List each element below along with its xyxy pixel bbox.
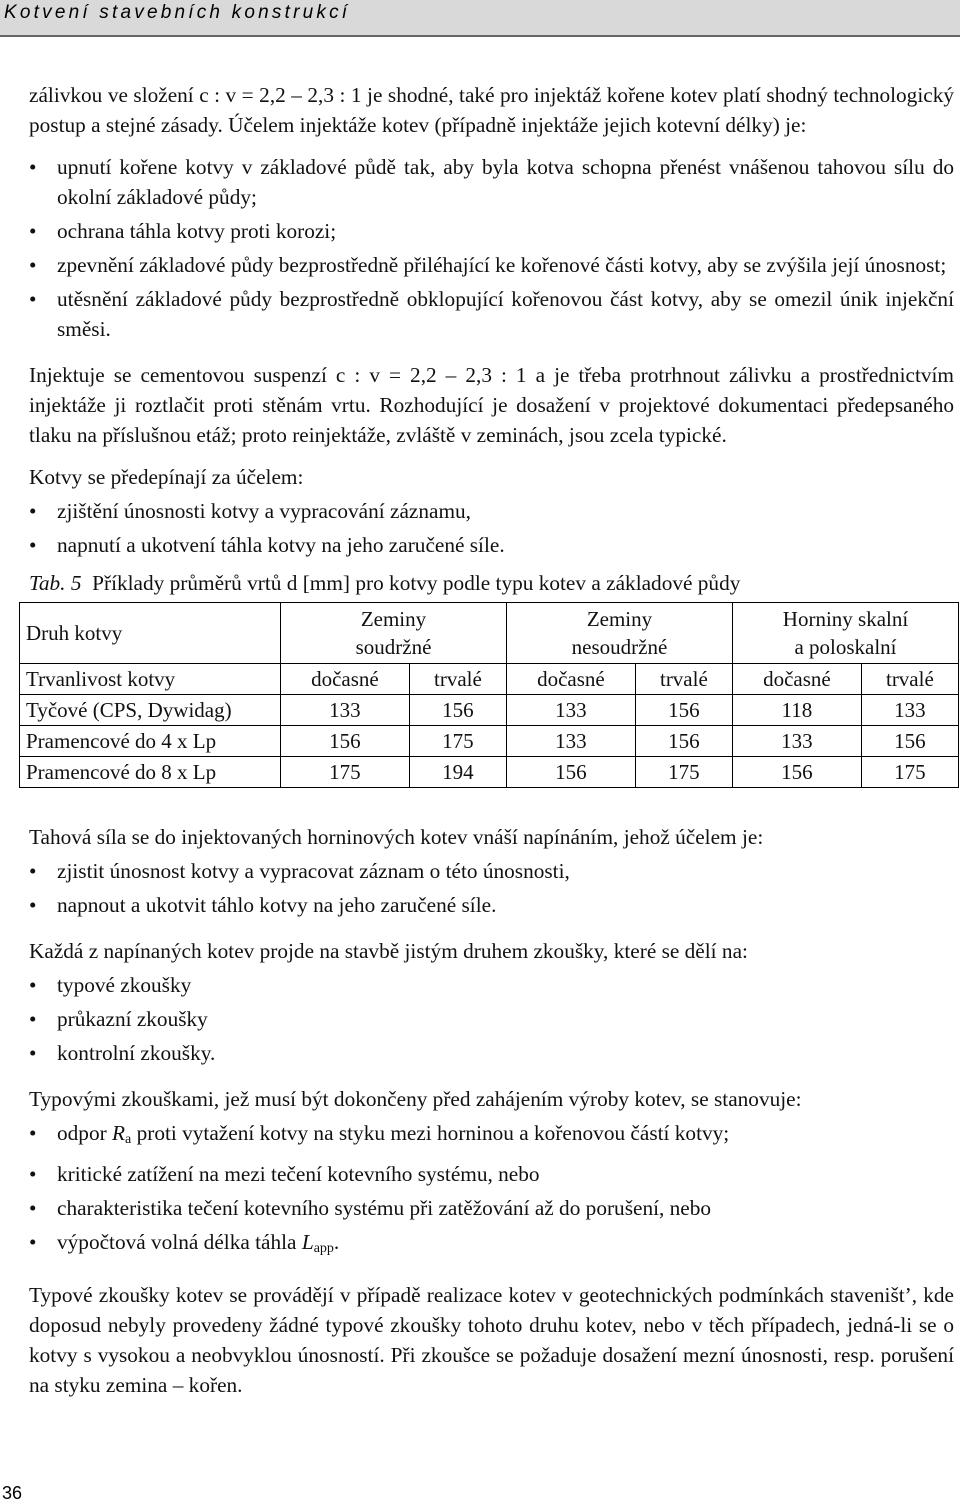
list-item: • kritické zatížení na mezi tečení kotevního systému, nebo <box>29 1159 954 1189</box>
table-header-noncohesive: Zeminy nesoudržné <box>506 603 732 664</box>
list-item: • zpevnění základové půdy bezprostředně přiléhající ke kořenové části kotvy, aby se zvýšila její únosnost; <box>29 250 954 280</box>
bullet-icon: • <box>29 859 37 883</box>
bullet-icon: • <box>29 253 37 277</box>
purpose-list <box>29 152 954 344</box>
table-caption-text: Příklady průměrů vrtů d [mm] pro kotvy podle typu kotev a základové půdy <box>92 571 741 595</box>
list-item: • charakteristika tečení kotevního systému při zatěžování až do porušení, nebo <box>29 1193 954 1223</box>
list-item: • upnutí kořene kotvy v základové půdě tak, aby byla kotva schopna přenést vnášenou tahovou sílu do okolní základové půdy; <box>29 152 954 212</box>
bullet-icon: • <box>29 155 37 179</box>
list-item: • kontrolní zkoušky. <box>29 1038 954 1068</box>
paragraph-1: zálivkou ve složení c : v = 2,2 – 2,3 : 1 je shodné, také pro injektáž kořene kotev platí shodný technologický postup a stejné zásady. Účelem injektáže kotev (případně injektáže jejich kotevní délky) je: <box>29 83 954 137</box>
paragraph-5: Každá z napínaných kotev projde na stavbě jistým druhem zkoušky, které se dělí na: <box>29 939 748 963</box>
pretension-list <box>29 496 954 560</box>
bullet-icon: • <box>29 287 37 311</box>
test-types-list <box>29 970 954 1068</box>
list-item: • výpočtová volná délka táhla $L_{app}$. <box>29 1227 954 1264</box>
type-test-list <box>29 1118 954 1264</box>
table-row: Pramencové do 4 x Lp 156 175 133 156 133 156 <box>20 726 959 757</box>
paragraph-6: Typovými zkouškami, jež musí být dokončeny před zahájením výroby kotev, se stanovuje: <box>29 1087 802 1111</box>
list-item: • zjistit únosnost kotvy a vypracovat záznam o této únosnosti, <box>29 856 954 886</box>
table-row: Trvanlivost kotvy dočasné trvalé dočasné trvalé dočasné trvalé <box>20 664 959 695</box>
page-body <box>26 80 954 1400</box>
bullet-icon: • <box>29 1041 37 1065</box>
tension-purpose-list <box>29 856 954 920</box>
paragraph-2: Injektuje se cementovou suspenzí c : v = 2,2 – 2,3 : 1 a je třeba protrhnout zálivku a prostřednictvím injektáže ji roztlačit proti stěnám vrtu. Rozhodující je dosažení v projektové dokumentaci předepsaného tlaku na příslušnou etáž; proto reinjektáže, zvláště v zeminách, jsou zcela typické. <box>29 363 954 447</box>
table-row: Pramencové do 8 x Lp 175 194 156 175 156 175 <box>20 757 959 788</box>
bullet-icon: • <box>29 1196 37 1220</box>
page-number: 36 <box>2 1483 23 1503</box>
list-item: • odpor $R_a$ proti vytažení kotvy na styku mezi horninou a kořenovou částí kotvy; <box>29 1118 954 1155</box>
table-header-rock: Horniny skalní a poloskalní <box>732 603 958 664</box>
list-item: • napnutí a ukotvení táhla kotvy na jeho zaručené síle. <box>29 530 954 560</box>
list-item: • zjištění únosnosti kotvy a vypracování záznamu, <box>29 496 954 526</box>
bullet-icon: • <box>29 973 37 997</box>
table-header-row <box>20 603 959 664</box>
bullet-icon: • <box>29 1162 37 1186</box>
running-header <box>0 0 960 35</box>
table-row: Tyčové (CPS, Dywidag) 133 156 133 156 118 133 <box>20 695 959 726</box>
paragraph-4: Tahová síla se do injektovaných horninových kotev vnáší napínáním, jehož účelem je: <box>29 825 764 849</box>
header-rule <box>0 35 960 37</box>
borehole-diameter-table <box>19 602 959 788</box>
table-caption-label: Tab. 5 <box>29 571 82 595</box>
list-item: • ochrana táhla kotvy proti korozi; <box>29 216 954 246</box>
table-header-type: Druh kotvy <box>20 603 281 664</box>
bullet-icon: • <box>29 499 37 523</box>
bullet-icon: • <box>29 893 37 917</box>
paragraph-7: Typové zkoušky kotev se provádějí v případě realizace kotev v geotechnických podmínkách staveništ’, kde doposud nebyly provedeny žádné typové zkoušky tohoto druhu kotev, nebo v těch případech, jedná-li se o kotvy s vysokou a neobvyklou únosností. Při zkoušce se požaduje dosažení mezní únosnosti, resp. porušení na styku zemina – kořen. <box>29 1283 954 1397</box>
bullet-icon: • <box>29 1007 37 1031</box>
bullet-icon: • <box>29 533 37 557</box>
table-caption <box>29 568 954 598</box>
table-header-cohesive: Zeminy soudržné <box>281 603 507 664</box>
bullet-icon: • <box>29 1121 37 1145</box>
bullet-icon: • <box>29 219 37 243</box>
header-title: Kotvení stavebních konstrukcí <box>4 2 351 23</box>
list-item: • průkazní zkoušky <box>29 1004 954 1034</box>
list-item: • napnout a ukotvit táhlo kotvy na jeho zaručené síle. <box>29 890 954 920</box>
bullet-icon: • <box>29 1230 37 1254</box>
list-item: • utěsnění základové půdy bezprostředně obklopující kořenovou část kotvy, aby se omezil únik injekční směsi. <box>29 284 954 344</box>
list-item: • typové zkoušky <box>29 970 954 1000</box>
paragraph-3: Kotvy se předepínají za účelem: <box>29 465 304 489</box>
